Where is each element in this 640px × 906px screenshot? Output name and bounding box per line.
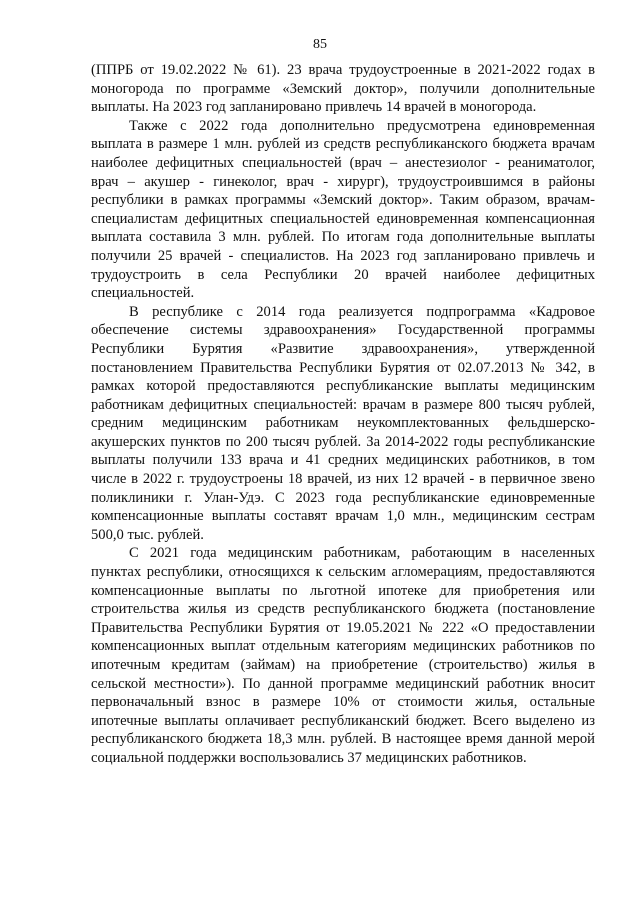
paragraph-mortgage-compensation: С 2021 года медицинским работникам, работающим в населенных пунктах республики, относящихся к сельским агломерациям, предоставляются компенсационные выплаты по льготной ипотеке для приобретения или строительства жилья из средств республиканского бюджета (постановление Правительства Республики Бурятия от 19.05.2021 № 222 «О предоставлении компенсационных выплат отдельным категориям медицинских работников по ипотечным кредитам (займам) на приобретение (строительство) жилья в сельской местности»). По данной программе медицинский работник вносит первоначальный взнос в размере 10% от стоимости жилья, остальные ипотечные выплаты оплачивает республиканский бюджет. Всего выделено из республиканского бюджета 18,3 млн. рублей. В настоящее время данной мерой социальной поддержки воспользовались 37 медицинских работников. xyxy=(91,545,595,766)
paragraph-zemsky-doctor-payment: Также с 2022 года дополнительно предусмотрена единовременная выплата в размере 1 млн. рублей из средств республиканского бюджета врачам наиболее дефицитных специальностей (врач – анестезиолог - реаниматолог, врач – акушер - гинеколог, врач - хирург), трудоустроившимся в районы республики в рамках программы «Земский доктор». Таким образом, врачам-специалистам дефицитных специальностей единовременная компенсационная выплата составила 3 млн. рублей. По итогам года дополнительные выплаты получили 25 врачей - специалистов. На 2023 год запланировано привлечь и трудоустроить в села Республики 20 врачей наиболее дефицитных специальностей. xyxy=(91,117,595,302)
page-number: 85 xyxy=(313,37,327,52)
paragraph-continuation: (ППРБ от 19.02.2022 № 61). 23 врача трудоустроенные в 2021-2022 годах в моногорода по программе «Земский доктор», получили дополнительные выплаты. На 2023 год запланировано привлечь 14 врачей в моногорода. xyxy=(91,62,595,116)
paragraph-staffing-subprogram: В республике с 2014 года реализуется подпрограмма «Кадровое обеспечение системы здравоохранения» Государственной программы Республики Бурятия «Развитие здравоохранения», утвержденной постановлением Правительства Республики Бурятия от 02.07.2013 № 342, в рамках которой предоставляются республиканские выплаты медицинским работникам дефицитных специальностей: врачам в размере 800 тысяч рублей, средним медицинским работникам неукомплектованных фельдшерско-акушерских пунктов по 200 тысяч рублей. За 2014-2022 годы республиканские выплаты получили 133 врача и 41 средних медицинских работников, в том числе в 2022 г. трудоустроены 18 врачей, из них 12 врачей - в первичное звено поликлиники г. Улан-Удэ. С 2023 года республиканские единовременные компенсационные выплаты составят врачам 1,0 млн., медицинским сестрам 500,0 тыс. рублей. xyxy=(91,303,595,543)
document-body xyxy=(91,61,595,768)
